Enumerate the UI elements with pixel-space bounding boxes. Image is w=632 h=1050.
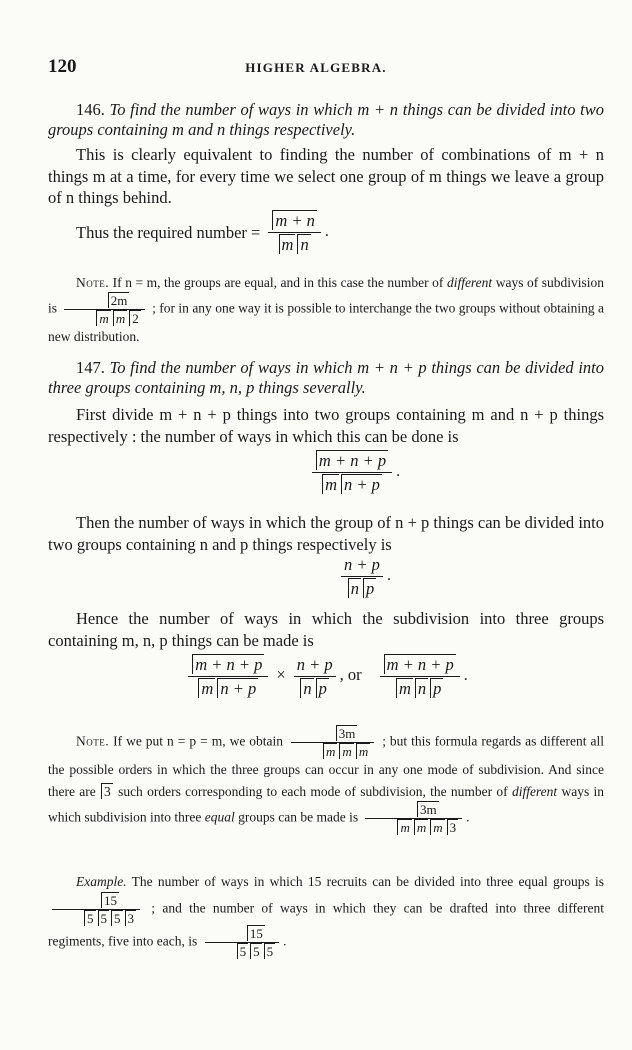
- section-title: To find the number of ways in which m + n things can be divided into two groups containing m and n things respectively.: [48, 100, 605, 139]
- example-label: Example.: [76, 874, 127, 889]
- note-146: Note. If n = m, the groups are equal, and in this case the number of different ways of subdivision is $\frac{2m}{\text{m m 2}}$ ; for in any one way it is possible to interchange the two groups without obtaining a new distribution.: [48, 275, 605, 344]
- section-147-para3: Hence the number of ways in which the subdivision into three groups containing m, n, p things can be made is: [48, 609, 604, 650]
- note-147: Note. If we put n = p = m, we obtain 3m m m m ; but this formula regards as different all the possible orders in which the three groups can occur in any one mode of subdivision. And since there are 3 such orders corresponding to each mode of subdivision, the number of different ways in which subdivision into three equal groups can be made is 3m m m m 3 .: [48, 726, 605, 835]
- section-number: 146.: [76, 100, 105, 119]
- section-147-heading: [48, 358, 604, 398]
- page-number: 120: [48, 56, 77, 77]
- section-number: 147.: [76, 358, 105, 377]
- running-title: HIGHER ALGEBRA.: [245, 60, 387, 75]
- section-147-para1: First divide m + n + p things into two groups containing m and n + p things respectively : the number of ways in which this can be done is: [48, 405, 604, 446]
- example: Example. The number of ways in which 15 recruits can be divided into three equal groups is $\frac{15}{5 5 5 3}$ ; and the number of ways in which they can be drafted into three different regiments, five into each, is $\frac{15}{5 5 5}$ .: [48, 874, 604, 959]
- result-146: Thus the required number = $\frac{m + n}{\text{m n}}$ .: [76, 211, 329, 254]
- fraction-2: $\frac{n + p}{\text{n p}}$ .: [48, 554, 604, 599]
- section-title: To find the number of ways in which m + n + p things can be divided into three groups containing m, n, p things severally.: [48, 358, 605, 397]
- section-146-heading: [48, 100, 604, 140]
- note-label: Note.: [76, 275, 110, 290]
- fraction: $\frac{m + n}{\text{m n}}$: [268, 210, 321, 255]
- page-header: [48, 56, 584, 82]
- result-lead: Thus the required number =: [76, 223, 261, 242]
- note-label: Note.: [76, 733, 110, 749]
- section-147-para2: Then the number of ways in which the group of n + p things can be divided into two groups containing n and p things respectively is: [48, 513, 604, 554]
- section-146-body: [48, 144, 604, 209]
- fraction-1: $\frac{m + n + p}{\text{m n + p}}$ .: [48, 450, 604, 495]
- fraction: $\frac{2m}{\text{m m 2}}$: [64, 293, 144, 326]
- result-147: $\frac{m + n + p}{\text{m n + p}}$ × $\frac{n + p}{\text{n p}}$ , or m + n + p m n p .: [48, 654, 604, 699]
- paragraph: This is clearly equivalent to finding the number of combinations of m + n things m at a time, for every time we select one group of m things we leave a group of n things behind.: [48, 145, 604, 207]
